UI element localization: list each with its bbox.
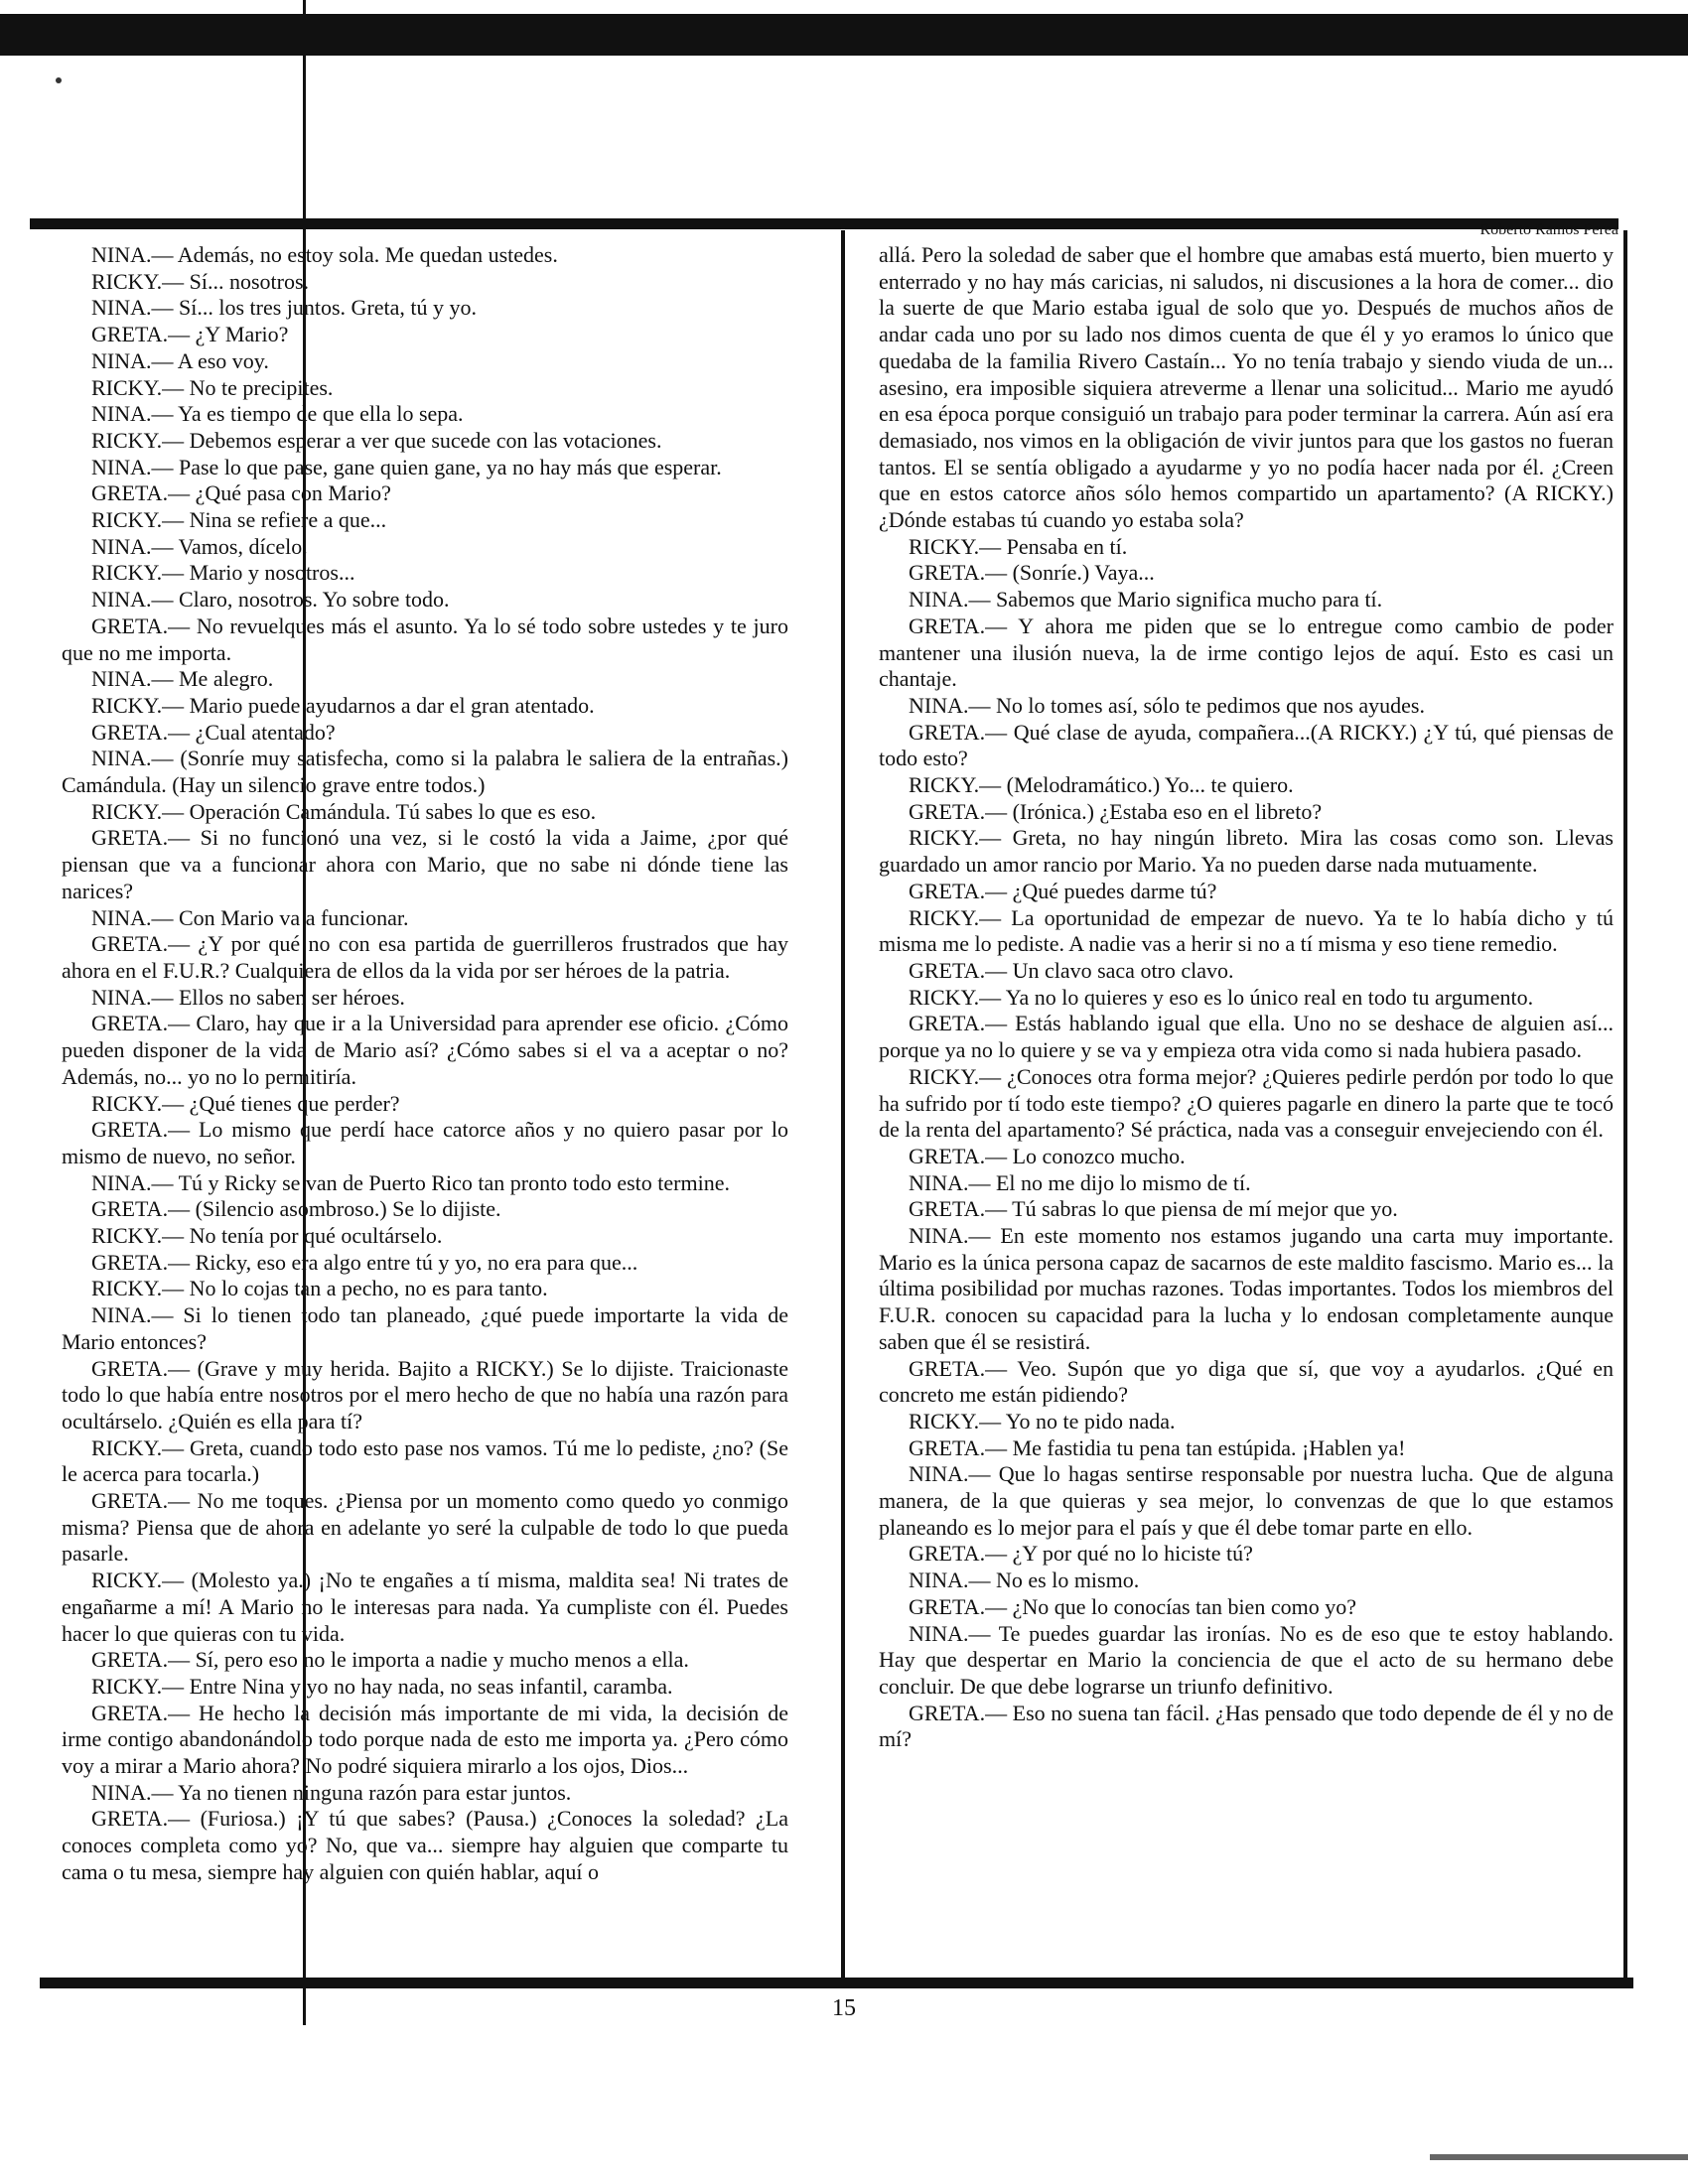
dialogue-line: NINA.— El no me dijo lo mismo de tí.: [909, 1169, 1251, 1195]
left-column: [62, 242, 788, 1960]
dialogue-line: RICKY.— Greta, no hay ningún libreto. Mira las cosas como son. Llevas guardado un amor rancio por Mario. Ya no pueden darse nada mutuamente.: [879, 825, 1614, 878]
dialogue-line: NINA.— (Sonríe muy satisfecha, como si la palabra le saliera de la entrañas.) Camándula. (Hay un silencio grave entre todos.): [62, 746, 788, 798]
dialogue-line: GRETA.— Veo. Supón que yo diga que sí, que voy a ayudarlos. ¿Qué en concreto me están pidiendo?: [879, 1355, 1614, 1408]
dialogue-line: RICKY.— Debemos esperar a ver que sucede con las votaciones.: [91, 427, 662, 453]
dialogue-line: RICKY.— Pensaba en tí.: [909, 533, 1128, 559]
dialogue-line: RICKY.— No te precipites.: [91, 374, 334, 400]
dialogue-line: GRETA.— (Sonríe.) Vaya...: [909, 560, 1155, 586]
footer-rule: [40, 1978, 1633, 1988]
dialogue-line: GRETA.— No revuelques más el asunto. Ya lo sé todo sobre ustedes y te juro que no me importa.: [62, 613, 788, 665]
dialogue-line: RICKY.— Ya no lo quieres y eso es lo único real en todo tu argumento.: [909, 984, 1534, 1010]
dialogue-line: NINA.— Ellos no saben ser héroes.: [91, 984, 405, 1010]
dialogue-line: NINA.— Con Mario va a funcionar.: [91, 904, 409, 930]
running-head-author: Roberto Ramos Perea: [1479, 221, 1618, 238]
dialogue-line: RICKY.— ¿Qué tienes que perder?: [91, 1090, 400, 1116]
dialogue-line: NINA.— A eso voy.: [91, 347, 269, 373]
right-column: [879, 242, 1614, 1970]
dialogue-line: GRETA.— ¿No que lo conocías tan bien como yo?: [909, 1593, 1356, 1619]
dialogue-line: NINA.— Ya es tiempo de que ella lo sepa.: [91, 401, 464, 427]
dialogue-line: RICKY.— (Melodramático.) Yo... te quiero.: [909, 772, 1294, 798]
dialogue-line: GRETA.— (Silencio asombroso.) Se lo dijiste.: [91, 1196, 501, 1222]
dialogue-line: NINA.— Te puedes guardar las ironías. No es de eso que te estoy hablando. Hay que despertar en Mario la conciencia de que el acto de su hermano debe concluir. De que debe lograrse un triunfo definitivo.: [879, 1620, 1614, 1699]
dialogue-line: GRETA.— Qué clase de ayuda, compañera...(A RICKY.) ¿Y tú, qué piensas de todo esto?: [879, 719, 1614, 771]
dialogue-line: allá. Pero la soledad de saber que el hombre que amabas está muerto, bien muerto y enterrado y no hay más caricias, ni saludos, ni discusiones a la hora de comer... dio la suerte de que Mario estaba igual de solo que yo. Después de muchos años de andar cada uno por su lado nos dimos cuenta de que él y yo eramos lo único que quedaba de la familia Rivero Castaín... Yo no tenía trabajo y siendo viuda de un... asesino, era imposible siquiera atreverme a llenar una solicitud... Mario me ayudó en esa época porque consiguió un trabajo para poder terminar la carrera. Aún así era demasiado, nos vimos en la obligación de vivir juntos para que los gastos no fueran tantos. El se sentía obligado a ayudarme y yo no podía hacer nada por él. ¿Creen que en estos catorce años sólo hemos compartido un apartamento? (A RICKY.) ¿Dónde estabas tú cuando yo estaba sola?: [879, 242, 1614, 533]
dialogue-line: GRETA.— Eso no suena tan fácil. ¿Has pensado que todo depende de él y no de mí?: [879, 1700, 1614, 1752]
dialogue-line: GRETA.— Tú sabras lo que piensa de mí mejor que yo.: [909, 1196, 1398, 1222]
dialogue-line: NINA.— Además, no estoy sola. Me quedan ustedes.: [91, 242, 558, 267]
dialogue-line: GRETA.— Si no funcionó una vez, si le costó la vida a Jaime, ¿por qué piensan que va a funcionar ahora con Mario, que no sabe ni dónde tiene las narices?: [62, 825, 788, 903]
dialogue-line: RICKY.— No tenía por qué ocultárselo.: [91, 1223, 443, 1249]
dialogue-line: NINA.— Sí... los tres juntos. Greta, tú y yo.: [91, 295, 478, 321]
dialogue-line: GRETA.— Estás hablando igual que ella. Uno no se deshace de alguien así... porque ya no lo quiere y se va y empieza otra vida como si nada hubiera pasado.: [879, 1011, 1614, 1063]
dialogue-line: GRETA.— ¿Y Mario?: [91, 322, 289, 347]
dialogue-line: GRETA.— ¿Qué puedes darme tú?: [909, 878, 1217, 903]
dialogue-line: RICKY.— Operación Camándula. Tú sabes lo que es eso.: [91, 798, 597, 824]
page-number: 15: [832, 1995, 856, 2021]
dialogue-line: GRETA.— Me fastidia tu pena tan estúpida. ¡Hablen ya!: [909, 1434, 1406, 1460]
dialogue-line: GRETA.— Sí, pero eso no le importa a nadie y mucho menos a ella.: [91, 1647, 689, 1673]
dialogue-line: RICKY.— (Molesto ya.) ¡No te engañes a tí misma, maldita sea! Ni trates de engañarme a mí! A Mario no le interesas para nada. Ya cumpliste con él. Puedes hacer lo que quieras con tu vida.: [62, 1568, 788, 1646]
dialogue-line: NINA.— No lo tomes así, sólo te pedimos que nos ayudes.: [909, 692, 1425, 718]
dialogue-line: GRETA.— He hecho la decisión más importante de mi vida, la decisión de irme contigo abandonándolo todo porque nada de esto me importa ya. ¿Pero cómo voy a mirar a Mario ahora? No podré siquiera mirarlo a los ojos, Dios...: [62, 1700, 788, 1779]
dialogue-line: GRETA.— Claro, hay que ir a la Universidad para aprender ese oficio. ¿Cómo pueden disponer de la vida de Mario así? ¿Cómo sabes si el va a aceptar o no? Además, no... yo no lo permitiría.: [62, 1011, 788, 1089]
dialogue-line: GRETA.— (Furiosa.) ¡Y tú que sabes? (Pausa.) ¿Conoces la soledad? ¿La conoces completa como yo? No, que va... siempre hay alguien que comparte tu cama o tu mesa, siempre hay alguien con quién hablar, aquí o: [62, 1806, 788, 1884]
dialogue-line: GRETA.— ¿Qué pasa con Mario?: [91, 480, 391, 506]
dialogue-line: RICKY.— Nina se refiere a que...: [91, 507, 387, 533]
dialogue-line: RICKY.— Mario puede ayudarnos a dar el gran atentado.: [91, 692, 595, 718]
dialogue-line: GRETA.— (Irónica.) ¿Estaba eso en el libreto?: [909, 798, 1323, 824]
dialogue-line: NINA.— En este momento nos estamos jugando una carta muy importante. Mario es la única persona capaz de sacarnos de este maldito fascismo. Mario es... la última posibilidad por muchas razones. Todas importantes. Todos los miembros del F.U.R. conocen su capacidad para la lucha y lo endosan completamente aunque saben que él se resistirá.: [879, 1223, 1614, 1354]
dialogue-line: GRETA.— No me toques. ¿Piensa por un momento como quedo yo conmigo misma? Piensa que de ahora en adelante yo seré la culpable de todo lo que pueda pasarle.: [62, 1488, 788, 1567]
dialogue-line: RICKY.— Mario y nosotros...: [91, 560, 355, 586]
dialogue-line: RICKY.— Entre Nina y yo no hay nada, no seas infantil, caramba.: [91, 1673, 673, 1699]
dialogue-line: RICKY.— ¿Conoces otra forma mejor? ¿Quieres pedirle perdón por todo lo que ha sufrido por tí todo este tiempo? ¿O quieres pagarle en dinero la parte que te tocó de la renta del apartamento? Sé práctica, nada vas a conseguir envejeciendo con él.: [879, 1063, 1614, 1143]
dialogue-line: GRETA.— Un clavo saca otro clavo.: [909, 957, 1234, 983]
dialogue-line: GRETA.— (Grave y muy herida. Bajito a RICKY.) Se lo dijiste. Traicionaste todo lo que había entre nosotros por el mero hecho de que no había una razón para ocultárselo. ¿Quién es ella para tí?: [62, 1355, 788, 1433]
dialogue-line: GRETA.— Lo conozco mucho.: [909, 1143, 1186, 1168]
dialogue-line: GRETA.— Lo mismo que perdí hace catorce años y no quiero pasar por lo mismo de nuevo, no señor.: [62, 1117, 788, 1168]
dialogue-line: RICKY.— No lo cojas tan a pecho, no es para tanto.: [91, 1276, 548, 1301]
dialogue-line: NINA.— Si lo tienen todo tan planeado, ¿qué puede importarte la vida de Mario entonces?: [62, 1302, 788, 1354]
dialogue-line: NINA.— Vamos, dícelo.: [91, 533, 308, 559]
dialogue-line: RICKY.— Yo no te pido nada.: [909, 1408, 1176, 1433]
dialogue-line: GRETA.— ¿Y por qué no lo hiciste tú?: [909, 1541, 1253, 1567]
top-black-bar: [0, 14, 1688, 56]
dialogue-line: RICKY.— La oportunidad de empezar de nuevo. Ya te lo había dicho y tú misma me lo pediste. A nadie vas a herir si no a tí misma y eso tiene remedio.: [879, 904, 1614, 957]
dialogue-line: NINA.— Tú y Ricky se van de Puerto Rico tan pronto todo esto termine.: [91, 1169, 730, 1195]
dialogue-line: GRETA.— Y ahora me piden que se lo entregue como cambio de poder mantener una ilusión nueva, la de irme contigo lejos de aquí. Esto es casi un chantaje.: [879, 613, 1614, 692]
dialogue-line: RICKY.— Sí... nosotros.: [91, 268, 310, 294]
dialogue-line: NINA.— Sabemos que Mario significa mucho para tí.: [909, 587, 1383, 613]
dialogue-line: RICKY.— Greta, cuando todo esto pase nos vamos. Tú me lo pediste, ¿no? (Se le acerca para tocarla.): [62, 1434, 788, 1487]
dialogue-line: NINA.— Claro, nosotros. Yo sobre todo.: [91, 587, 450, 613]
dialogue-line: GRETA.— ¿Y por qué no con esa partida de guerrilleros frustrados que hay ahora en el F.U.R.? Cualquiera de ellos da la vida por ser héroes de la patria.: [62, 931, 788, 983]
scan-edge-strip: [1430, 2154, 1688, 2160]
dialogue-line: NINA.— No es lo mismo.: [909, 1568, 1140, 1593]
dialogue-line: NINA.— Me alegro.: [91, 666, 274, 692]
dialogue-line: GRETA.— Ricky, eso era algo entre tú y yo, no era para que...: [91, 1249, 638, 1275]
dialogue-line: GRETA.— ¿Cual atentado?: [91, 719, 336, 745]
dialogue-line: NINA.— Que lo hagas sentirse responsable por nuestra lucha. Que de alguna manera, de la que quieras y sea mejor, lo convenzas de que lo que estamos planeando es lo mejor para el país y que él debe tomar parte en ello.: [879, 1461, 1614, 1540]
dialogue-line: NINA.— Ya no tienen ninguna razón para estar juntos.: [91, 1779, 572, 1805]
dialogue-line: NINA.— Pase lo que pase, gane quien gane, ya no hay más que esperar.: [91, 454, 722, 479]
header-rule: [30, 218, 1618, 229]
speck-mark: [56, 77, 62, 83]
